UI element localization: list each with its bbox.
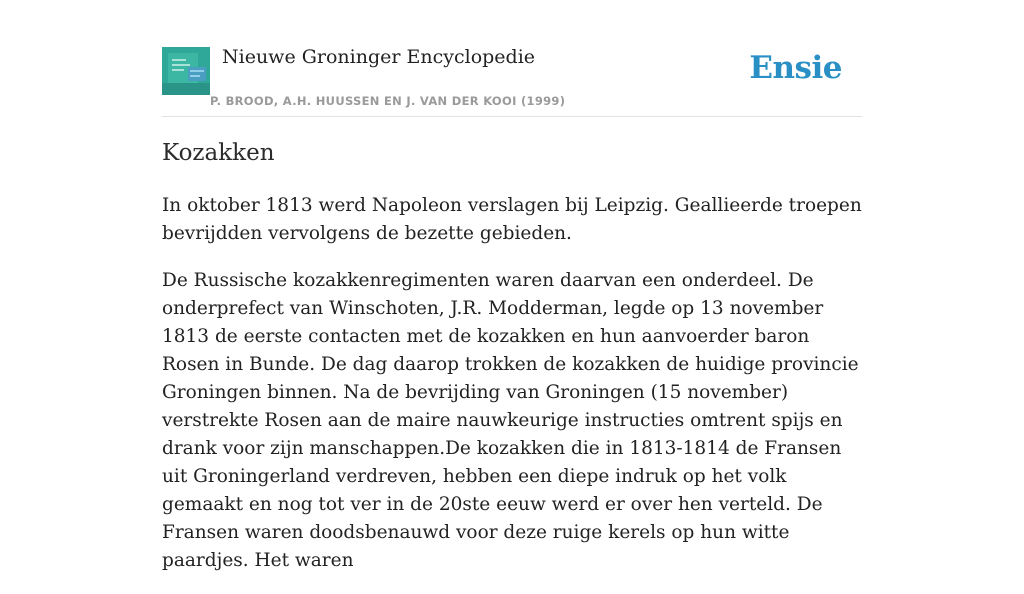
book-header: [162, 44, 862, 117]
ensie-logo[interactable]: Ensie: [749, 50, 842, 86]
article-paragraph: In oktober 1813 werd Napoleon verslagen bij Leipzig. Geallieerde troepen bevrijdden vervolgens de bezette gebieden.: [162, 195, 862, 244]
article-title: Kozakken: [162, 140, 275, 166]
book-cover-icon[interactable]: [162, 47, 210, 95]
article-paragraph: De Russische kozakkenregimenten waren daarvan een onderdeel. De onderprefect van Winschoten, J.R. Modderman, legde op 13 november 1813 de eerste contacten met de kozakken en hun aanvoerder baron Rosen in Bunde. De dag daarop trokken de kozakken de huidige provincie Groningen binnen. Na de bevrijding van Groningen (15 november) verstrekte Rosen aan de maire nauwkeurige instructies omtrent spijs en drank voor zijn manschappen.De kozakken die in 1813-1814 de Fransen uit Groningerland verdreven, hebben een diepe indruk op het volk gemaakt en nog tot ver in de 20ste eeuw werd er over hen verteld. De Fransen waren doodsbenauwd voor deze ruige kerels op hun witte paardjes. Het waren: [162, 270, 859, 571]
article-body: [162, 192, 872, 594]
book-title[interactable]: Nieuwe Groninger Encyclopedie: [222, 46, 536, 68]
book-authors: P. BROOD, A.H. HUUSSEN EN J. VAN DER KOOI (1999): [210, 94, 566, 108]
